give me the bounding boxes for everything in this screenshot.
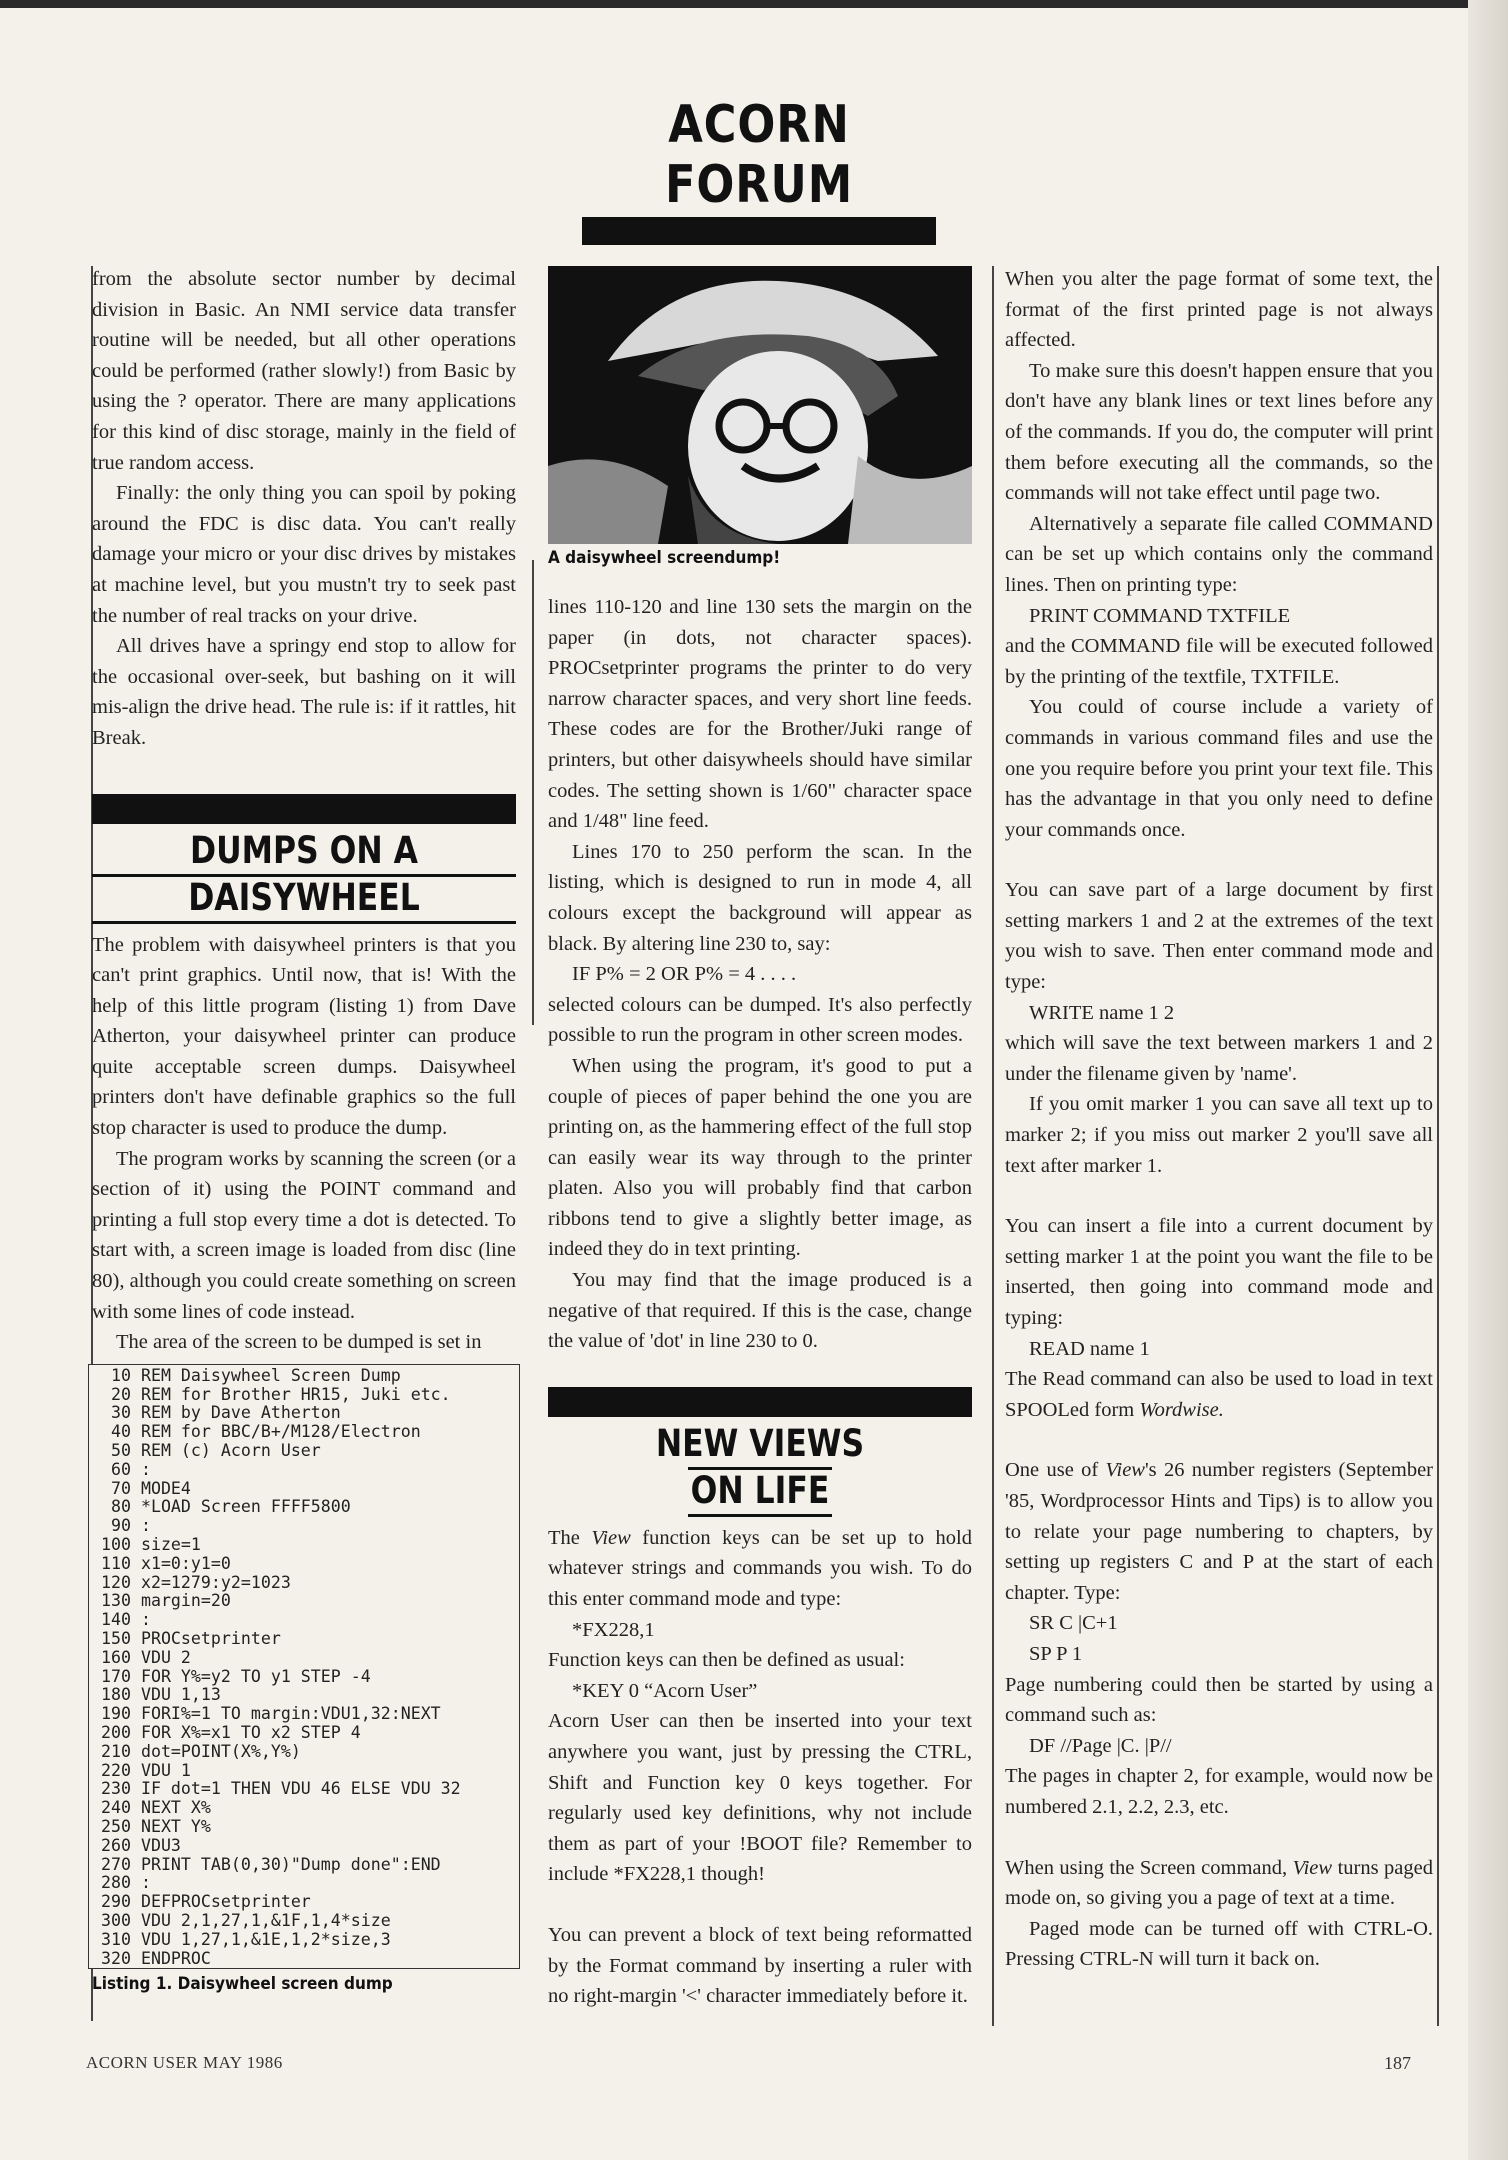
command-line: WRITE name 1 2 [1029, 1001, 1175, 1024]
view-title: View [1105, 1459, 1145, 1482]
screendump-photo [548, 266, 972, 544]
heading-line: DAISYWHEEL [188, 875, 420, 919]
listing-line: 100 size=1 [101, 1534, 201, 1554]
listing-line: 280 : [101, 1873, 151, 1893]
heading-line: NEW VIEWS [655, 1421, 865, 1465]
col1-paragraph: The problem with daisywheel printers is that you can't print graphics. Until now, that is! With the help of this little program (listing 1) from Dave Atherton, your daisywheel printer can produce quite acceptable screen dumps. Daisywheel printers don't have definable graphics so the full stop character is used to produce the dump. [92, 933, 516, 1140]
col3-paragraph: Alternatively a separate file called COMMAND can be set up which contains only the command lines. Then on printing type: [1005, 512, 1433, 596]
heading-line: ON LIFE [690, 1468, 830, 1512]
col1-paragraph: from the absolute sector number by decimal division in Basic. An NMI service data transfer routine will be needed, but all other operations could be performed (rather slowly!) from Basic by using the ? operator. There are many applications for this kind of disc storage, mainly in the field of true random access. [92, 268, 516, 474]
command-line: *KEY 0 “Acorn User” [572, 1679, 758, 1702]
listing-line: 200 FOR X%=x1 TO x2 STEP 4 [101, 1722, 361, 1742]
command-line: IF P% = 2 OR P% = 4 . . . . [572, 963, 797, 986]
listing-line: 310 VDU 1,27,1,&1E,1,2*size,3 [101, 1929, 391, 1949]
col3-paragraph: To make sure this doesn't happen ensure that you don't have any blank lines or text lines before any of the commands. If you do, the computer will print them before executing all the commands, so the commands will not take effect until page two. [1005, 359, 1433, 505]
command-line: READ name 1 [1029, 1337, 1150, 1360]
col2-paragraph: The View function keys can be set up to hold whatever strings and commands you wish. To do this enter command mode and type: [548, 1526, 973, 1611]
column-rule-middle [532, 560, 534, 1025]
code-listing [88, 1364, 520, 1970]
masthead [582, 95, 936, 245]
photo-caption: A daisywheel screendump! [548, 548, 781, 568]
listing-line: 80 *LOAD Screen FFFF5800 [101, 1497, 351, 1517]
listing-line: 300 VDU 2,1,27,1,&1F,1,4*size [101, 1910, 391, 1930]
heading-bar [548, 1387, 972, 1417]
page-top-edge [0, 0, 1508, 8]
col3-paragraph: You can save part of a large document by first setting markers 1 and 2 at the extremes of the text you wish to save. Then enter command mode and type: [1005, 879, 1433, 994]
heading-underline [92, 921, 516, 924]
col2-paragraph: Acorn User can then be inserted into your text anywhere you want, just by pressing the CTRL, Shift and Function key 0 keys together. For regularly used key definitions, why not include them as part of your !BOOT file? Remember to include *FX228,1 though! [548, 1710, 972, 1886]
col3-paragraph: When you alter the page format of some text, the format of the first printed page is not always affected. [1005, 268, 1433, 352]
listing-line: 20 REM for Brother HR15, Juki etc. [101, 1384, 451, 1404]
footer-magazine: ACORN USER MAY 1986 [86, 2053, 283, 2072]
listing-line: 120 x2=1279:y2=1023 [101, 1572, 291, 1592]
col3-paragraph: When using the Screen command, View turns paged mode on, so giving you a page of text at a time. [1005, 1856, 1434, 1910]
col2-paragraph: Lines 170 to 250 perform the scan. In the listing, which is designed to run in mode 4, all colours except the background will appear as black. By altering line 230 to, say: [548, 840, 972, 955]
column-rule-right [992, 266, 994, 2026]
listing-line: 140 : [101, 1610, 151, 1630]
listing-line: 180 VDU 1,13 [101, 1685, 221, 1705]
command-line: PRINT COMMAND TXTFILE [1029, 604, 1291, 627]
listing-line: 90 : [101, 1516, 151, 1536]
listing-line: 40 REM for BBC/B+/M128/Electron [101, 1422, 421, 1442]
col2-paragraph: Function keys can then be defined as usual: [548, 1649, 905, 1672]
view-title: View [1292, 1856, 1333, 1879]
listing-line: 60 : [101, 1459, 151, 1479]
listing-line: 270 PRINT TAB(0,30)"Dump done":END [101, 1854, 441, 1874]
col3-paragraph: One use of View's 26 number registers (September '85, Wordprocessor Hints and Tips) is to allow you to relate your page numbering to chapters, by setting up registers C and P at the start of each chapter. Type: [1005, 1459, 1433, 1604]
view-title: View [591, 1526, 631, 1549]
column-rule-far-right [1437, 266, 1439, 2026]
masthead-bar [582, 217, 936, 245]
command-line: SR C |C+1 [1029, 1612, 1118, 1635]
listing-line: 130 margin=20 [101, 1591, 231, 1611]
listing-line: 190 FORI%=1 TO margin:VDU1,32:NEXT [101, 1704, 441, 1724]
col1-paragraph: The program works by scanning the screen (or a section of it) using the POINT command and printing a full stop every time a dot is detected. To start with, a screen image is loaded from disc (line 80), although you could create something on screen with some lines of code instead. [92, 1147, 516, 1323]
col1-paragraph: Finally: the only thing you can spoil by poking around the FDC is disc data. You can't really damage your micro or your disc drives by mistakes at machine level, but you mustn't try to seek past the number of real tracks on your drive. [92, 482, 516, 627]
column-2 [548, 592, 972, 2012]
masthead-title: ACORN FORUM [664, 95, 854, 215]
listing-line: 160 VDU 2 [101, 1647, 191, 1667]
listing-line: 30 REM by Dave Atherton [101, 1403, 341, 1423]
heading-line: DUMPS ON A [190, 828, 418, 872]
col2-paragraph: You may find that the image produced is a negative of that required. If this is the case, change the value of 'dot' in line 230 to 0. [548, 1269, 972, 1353]
listing-line: 10 REM Daisywheel Screen Dump [101, 1365, 401, 1385]
wordwise-title: Wordwise. [1139, 1398, 1224, 1421]
listing-line: 220 VDU 1 [101, 1760, 191, 1780]
listing-line: 170 FOR Y%=y2 TO y1 STEP -4 [101, 1666, 371, 1686]
listing-line: 210 dot=POINT(X%,Y%) [101, 1741, 301, 1761]
listing-line: 260 VDU3 [101, 1835, 181, 1855]
listing-line: 110 x1=0:y1=0 [101, 1553, 231, 1573]
screendump-image [548, 266, 972, 544]
col2-paragraph: selected colours can be dumped. It's also perfectly possible to run the program in other screen modes. [548, 993, 972, 1047]
command-line: DF //Page |C. |P// [1029, 1734, 1172, 1757]
col3-paragraph: The Read command can also be used to load in text SPOOLed form Wordwise. [1005, 1368, 1433, 1421]
listing-line: 230 IF dot=1 THEN VDU 46 ELSE VDU 32 [101, 1779, 461, 1799]
col1-paragraph: All drives have a springy end stop to allow for the occasional over-seek, but bashing on it will mis-align the drive head. The rule is: if it rattles, hit Break. [92, 635, 516, 749]
listing-line: 250 NEXT Y% [101, 1816, 211, 1836]
col3-paragraph: Page numbering could then be started by using a command such as: [1005, 1673, 1433, 1727]
listing-line: 50 REM (c) Acorn User [101, 1441, 321, 1460]
col3-paragraph: You could of course include a variety of commands in various command files and use the one you require before you print your text file. This has the advantage in that you only need to define your commands once. [1005, 696, 1433, 841]
col3-paragraph: which will save the text between markers 1 and 2 under the filename given by 'name'. [1005, 1032, 1433, 1085]
listing-line: 70 MODE4 [101, 1478, 191, 1498]
col2-paragraph: You can prevent a block of text being reformatted by the Format command by inserting a ruler with no right-margin '<' character immediately before it. [548, 1923, 972, 2008]
col2-paragraph: lines 110-120 and line 130 sets the margin on the paper (in dots, not character spaces). PROCsetprinter programs the printer to do very narrow character spaces, and very short line feeds. These codes are for the Brother/Juki range of printers, but other daisywheels should have similar codes. The setting shown is 1/60" character space and 1/48" line feed. [548, 596, 972, 833]
col2-paragraph: When using the program, it's good to put a couple of pieces of paper behind the one you are printing on, as the hammering effect of the full stop can easily wear its way through to the printer platen. Also you will probably find that carbon ribbons tend to give a slightly better image, as indeed they do in text printing. [548, 1054, 972, 1261]
footer-page-number: 187 [1384, 2053, 1411, 2073]
col3-paragraph: Paged mode can be turned off with CTRL-O. Pressing CTRL-N will turn it back on. [1005, 1917, 1433, 1971]
command-line: SP P 1 [1029, 1642, 1083, 1665]
listing-line: 320 ENDPROC [101, 1948, 211, 1968]
command-line: *FX228,1 [572, 1618, 655, 1641]
col3-paragraph: You can insert a file into a current document by setting marker 1 at the point you want the file to be inserted, then going into command mode and typing: [1005, 1215, 1433, 1329]
listing-line: 240 NEXT X% [101, 1798, 211, 1818]
listing-line: 150 PROCsetprinter [101, 1628, 281, 1648]
heading-underline [688, 1514, 832, 1517]
listing-line: 290 DEFPROCsetprinter [101, 1892, 311, 1912]
col3-paragraph: and the COMMAND file will be executed followed by the printing of the textfile, TXTFILE. [1005, 635, 1433, 688]
listing-caption: Listing 1. Daisywheel screen dump [92, 1974, 393, 1995]
section-heading-views [548, 1387, 972, 1517]
col1-paragraph: The area of the screen to be dumped is set in [116, 1331, 482, 1354]
col3-paragraph: If you omit marker 1 you can save all text up to marker 2; if you miss out marker 2 you'll save all text after marker 1. [1005, 1093, 1433, 1177]
column-1 [92, 264, 516, 2000]
page-right-edge [1468, 0, 1508, 2160]
section-heading-dumps [92, 794, 516, 924]
col3-paragraph: The pages in chapter 2, for example, would now be numbered 2.1, 2.2, 2.3, etc. [1005, 1765, 1433, 1818]
heading-bar [92, 794, 516, 824]
column-3 [1005, 264, 1433, 1975]
